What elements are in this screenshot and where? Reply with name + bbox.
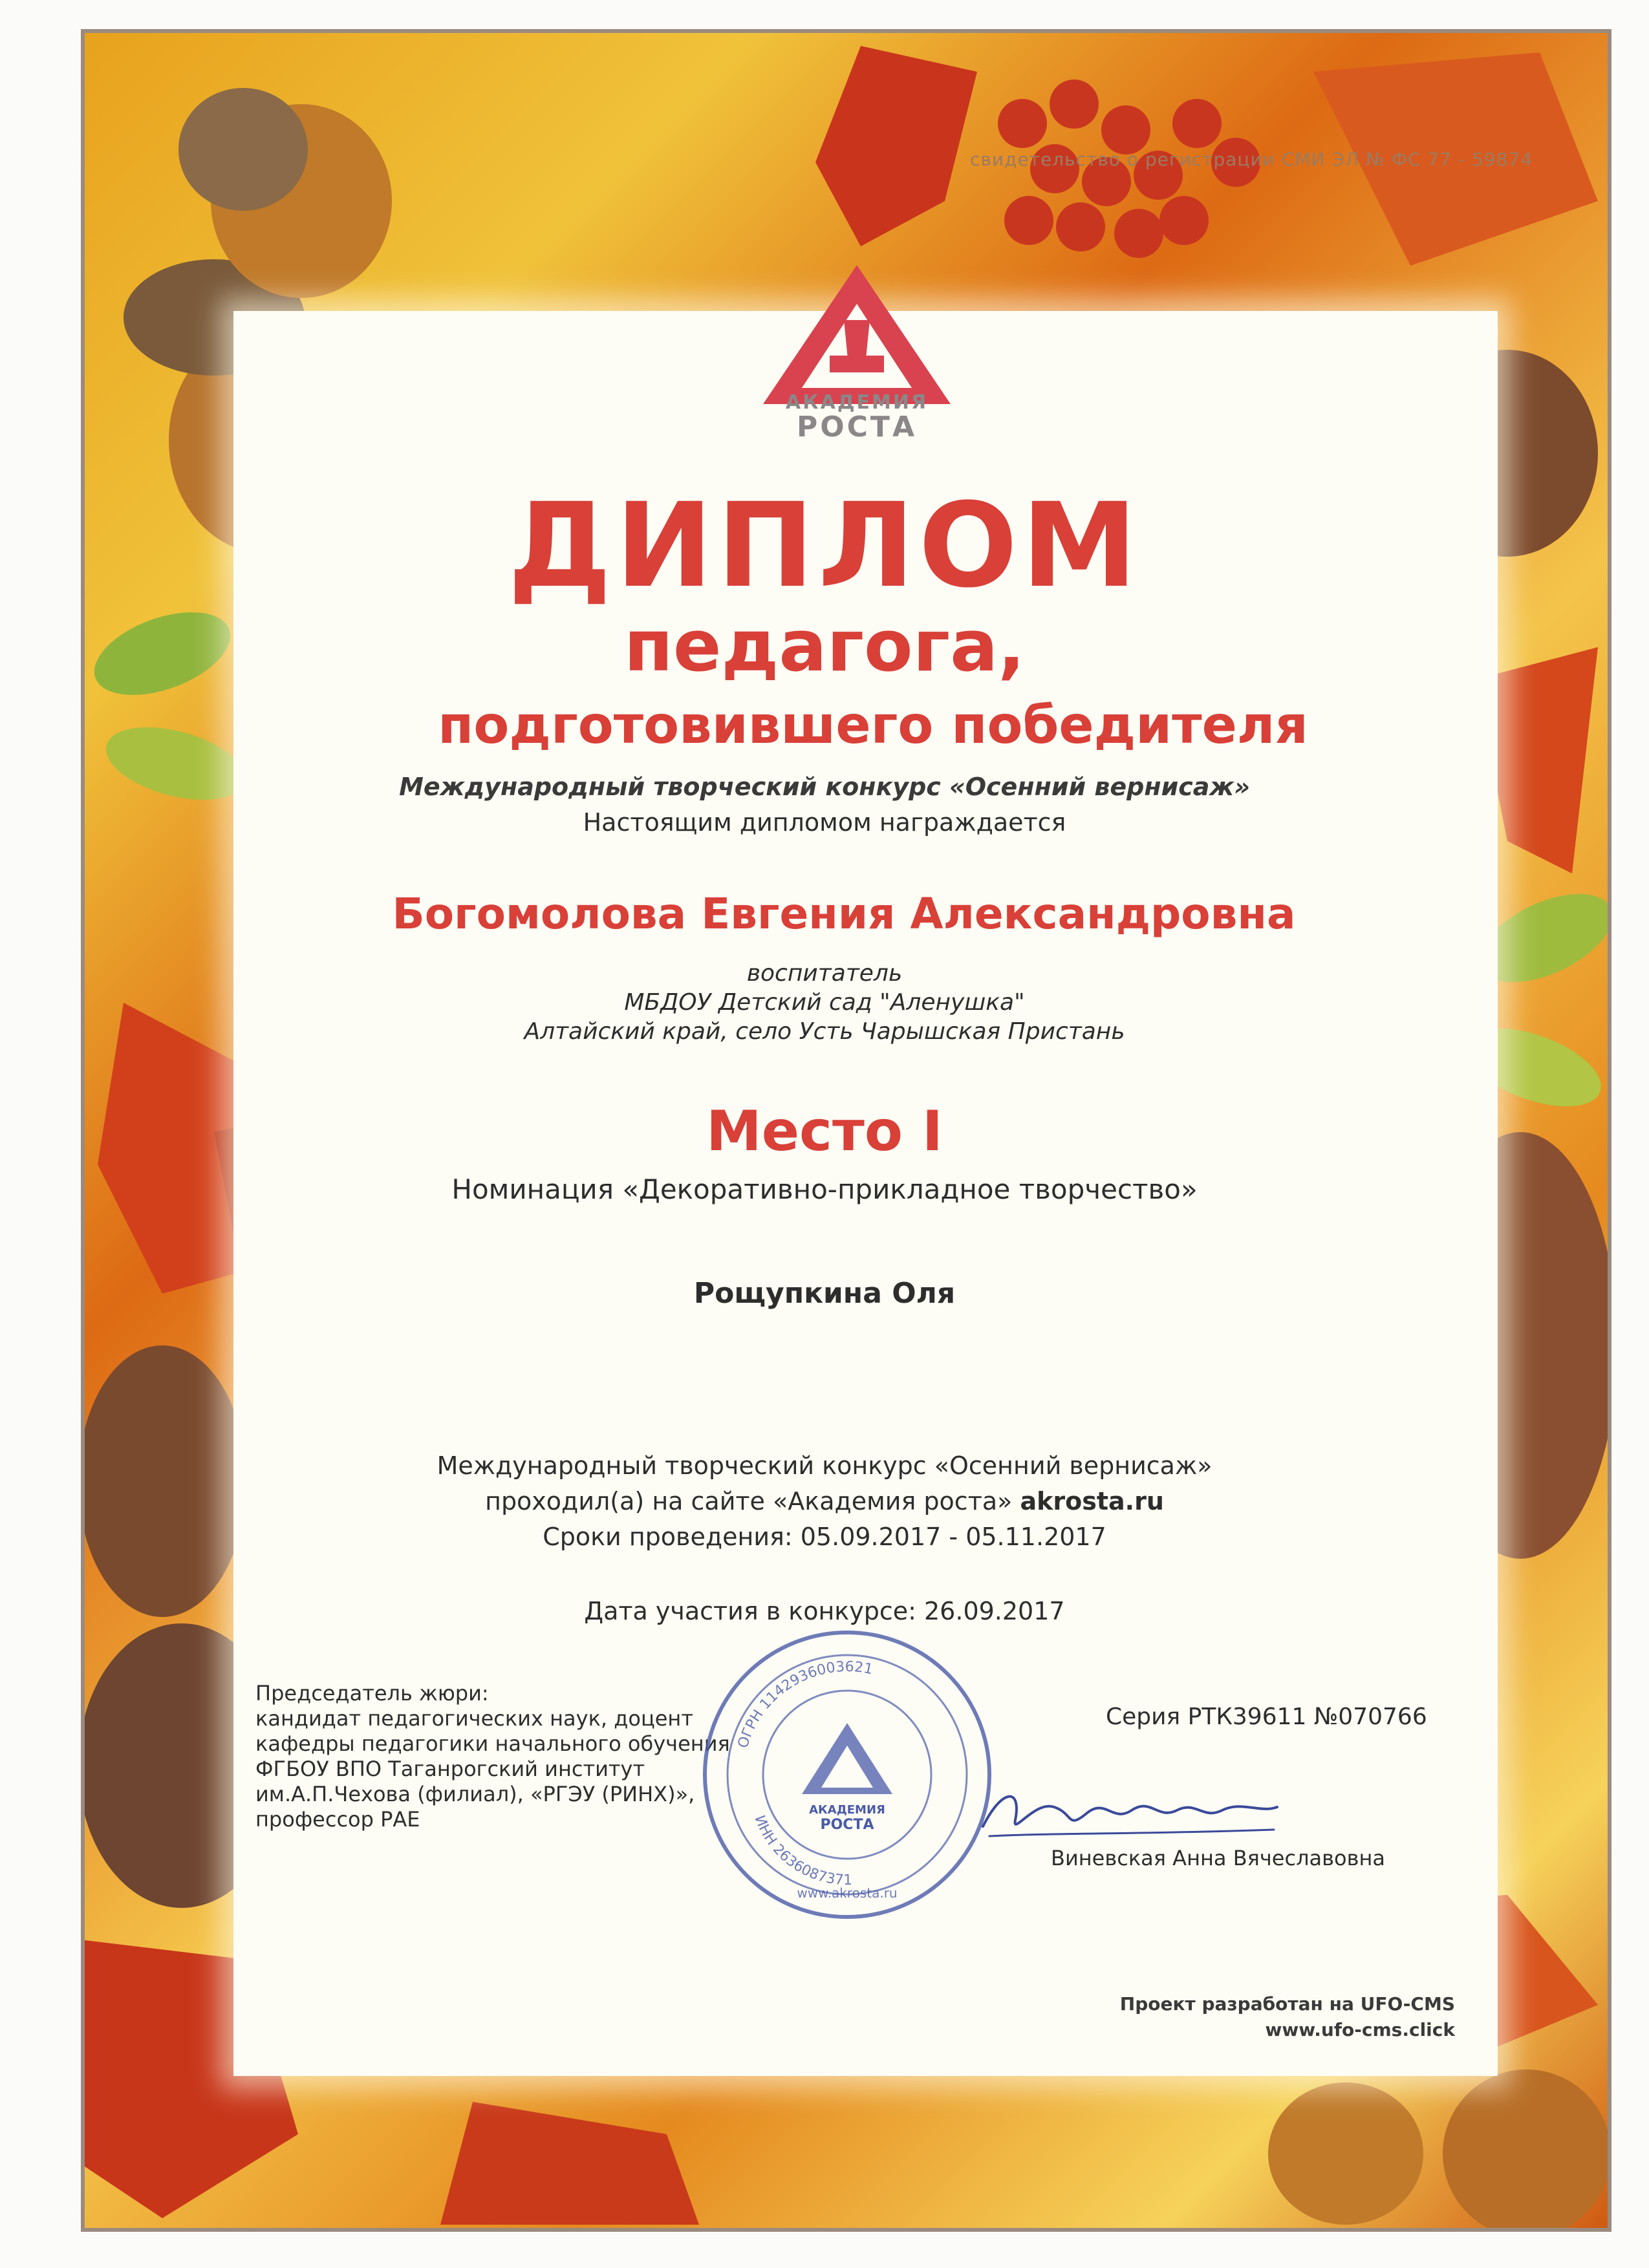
place-award: Место I <box>706 1099 943 1164</box>
registration-text: свидетельство о регистрации СМИ ЭЛ № ФС 77 - 59874 <box>970 149 1533 170</box>
stamp-logo-line1: АКАДЕМИЯ <box>809 1803 885 1817</box>
project-line-1: Проект разработан на UFO-CMS <box>1119 1993 1455 2015</box>
handwritten-signature <box>976 1775 1280 1846</box>
student-name: Рощупкина Оля <box>693 1277 956 1310</box>
recipient-position: воспитатель <box>746 960 903 987</box>
stamp-logo-line2: РОСТА <box>820 1817 874 1833</box>
site-link[interactable]: akrosta.ru <box>1020 1487 1164 1515</box>
project-link[interactable]: www.ufo-cms.click <box>1265 2019 1455 2040</box>
diploma-subtitle-1: педагога, <box>623 604 1026 687</box>
series-number: Серия РТК39611 №070766 <box>1106 1704 1427 1730</box>
participation-date: Дата участия в конкурсе: 26.09.2017 <box>584 1597 1065 1625</box>
stamp-inn: ИНН 2636087371 <box>751 1813 853 1889</box>
jury-block <box>255 1681 753 1832</box>
info-line-3: Сроки проведения: 05.09.2017 - 05.11.2017 <box>543 1523 1106 1551</box>
logo-line1: АКАДЕМИЯ <box>785 391 929 414</box>
info-line-2-text: проходил(а) на сайте «Академия роста» <box>485 1487 1013 1515</box>
signer-name: Виневская Анна Вячеславовна <box>1051 1846 1385 1870</box>
contest-line: Международный творческий конкурс «Осенний вернисаж» <box>399 773 1250 801</box>
jury-title: Председатель жюри: <box>255 1681 489 1706</box>
stamp-url: www.akrosta.ru <box>797 1885 898 1901</box>
maple-leaf-icon <box>815 46 977 246</box>
stamp-ogrn: ОГРН 1142936003621 <box>735 1658 874 1750</box>
recipient-location: Алтайский край, село Усть Чарышская Пристань <box>524 1018 1125 1045</box>
recipient-organization: МБДОУ Детский сад "Аленушка" <box>624 989 1025 1016</box>
logo-line2: РОСТА <box>796 411 917 444</box>
info-line-2 <box>0 1487 1649 1515</box>
info-line-1: Международный творческий конкурс «Осенний вернисаж» <box>436 1451 1212 1480</box>
jury-description: кандидат педагогических наук, доцент кафедры педагогики начального обучения ФГБОУ ВПО Таганрогский институт им.А.П.Чехова (филиал), «РГЭУ (РИНХ)», профессор РАЕ <box>255 1706 730 1832</box>
diploma-subtitle-2: подготовившего победителя <box>438 695 1308 755</box>
project-credit <box>1028 1991 1455 2043</box>
nomination-line: Номинация «Декоративно-прикладное творчество» <box>451 1173 1198 1205</box>
diploma-title: ДИПЛОМ <box>508 478 1141 614</box>
recipient-name: Богомолова Евгения Александровна <box>392 889 1296 939</box>
awarded-line: Настоящим дипломом награждается <box>583 808 1066 837</box>
official-stamp-icon <box>698 1626 996 1923</box>
